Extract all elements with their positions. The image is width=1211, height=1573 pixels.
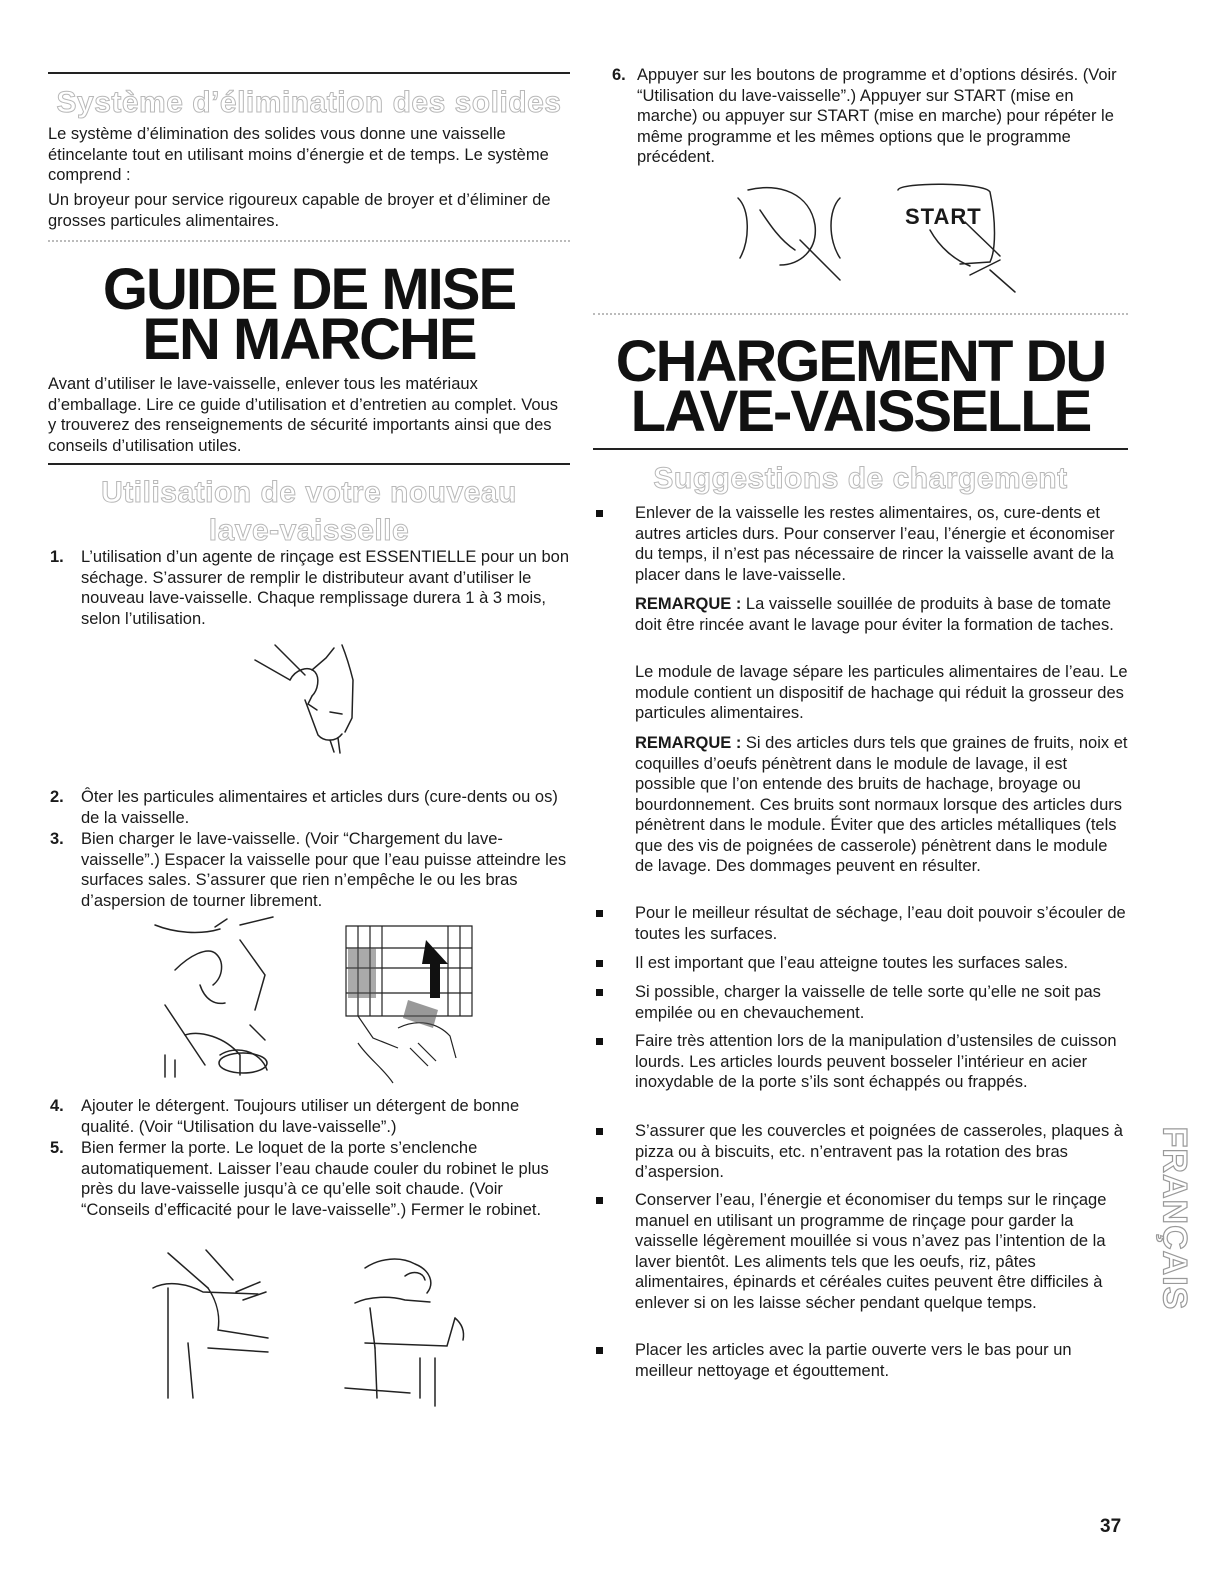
start-button-label: START <box>905 204 982 229</box>
step-text: Bien charger le lave-vaisselle. (Voir “Chargement du lave-vaisselle”.) Espacer la vaisselle pour que l’eau puisse atteindre les surfaces sales. S’assurer que rien n’empêche le ou les bras d’aspersion de tourner librement. <box>81 830 567 910</box>
step-text: Ôter les particules alimentaires et articles durs (cure-dents ou os) de la vaisselle. <box>81 788 558 827</box>
note-text: La vaisselle souillée de produits à base de tomate doit être rincée avant le lavage pour éviter la formation de taches. <box>635 595 1114 634</box>
section-rule-left <box>48 463 570 465</box>
solids-paragraph-2: Un broyeur pour service rigoureux capable de broyer et d’éliminer de grosses particules alimentaires. <box>48 191 551 230</box>
bullet-text: Faire très attention lors de la manipulation d’ustensiles de cuisson lourds. Les articles lourds peuvent bosseler l’intérieur en acier inoxydable de la porte s’ils sont échappés ou frappés. <box>635 1032 1117 1091</box>
note-label: REMARQUE : <box>635 734 742 752</box>
step-number: 5. <box>50 1139 64 1157</box>
step-text: Ajouter le détergent. Toujours utiliser un détergent de bonne qualité. (Voir “Utilisation du lave-vaisselle”.) <box>81 1097 520 1136</box>
top-rule-left <box>48 72 570 74</box>
step-text: L’utilisation d’un agente de rinçage est ESSENTIELLE pour un bon séchage. S’assurer de remplir le distributeur avant d’utiliser le nouveau lave-vaisselle. Chaque remplissage durera 1 à 3 mois, selon l’utilisation. <box>81 548 569 628</box>
usage-heading-line-2: lave-vaisselle <box>208 514 410 547</box>
bullet-text: Enlever de la vaisselle les restes alimentaires, os, cure-dents et autres articles durs. Pour conserver l’eau, l’énergie et économiser du temps, il n’est pas nécessaire de rincer la vaisselle avant de la placer dans le lave-vaisselle. <box>635 504 1115 584</box>
bullet-text: Pour le meilleur résultat de séchage, l’eau doit pouvoir s’écouler de toutes les surfaces. <box>635 904 1126 943</box>
loading-dishes-illustration <box>145 915 285 1080</box>
guide-title-line-1: GUIDE DE MISE <box>102 257 516 322</box>
solids-paragraph-1: Le système d’élimination des solides vous donne une vaisselle étincelante tout en utilisant moins d’énergie et de temps. Le système comprend : <box>48 125 549 184</box>
bullet-icon <box>596 510 603 517</box>
note-hard-items <box>635 733 1128 877</box>
step-number: 6. <box>612 66 626 84</box>
loading-title-line-1: CHARGEMENT DU <box>615 329 1106 394</box>
note-tomato <box>635 594 1128 635</box>
step-text: Bien fermer la porte. Le loquet de la porte s’enclenche automatiquement. Laisser l’eau chaude couler du robinet le plus près du lave-vaisselle jusqu’à ce qu’elle soit chaude. (Voir “Conseils d’efficacité pour le lave-vaisselle”.) Fermer le robinet. <box>81 1139 549 1219</box>
dotted-divider-left <box>48 240 570 242</box>
bullet-text: Conserver l’eau, l’énergie et économiser du temps sur le rinçage manuel en utilisant un programme de rinçage pour garder la vaisselle légèrement mouillée si vous n’avez pas l’intention de la laver bientôt. Les aliments tels que les oeufs, riz, pâtes alimentaires, épinards et céréales cuites peuvent être difficiles à enlever si on les laisse sécher pendant quelque temps. <box>635 1191 1107 1312</box>
faucet-illustration <box>335 1248 475 1408</box>
bullet-icon <box>596 1197 603 1204</box>
loading-title-line-2: LAVE-VAISSELLE <box>630 379 1091 444</box>
rinse-aid-bottle-illustration <box>250 640 370 755</box>
bullet-text: Si possible, charger la vaisselle de telle sorte qu’elle ne soit pas empilée ou en chevauchement. <box>635 983 1101 1022</box>
dotted-divider-right <box>593 313 1128 315</box>
page-number: 37 <box>1100 1516 1122 1537</box>
bullet-icon <box>596 1347 603 1354</box>
bullet-text: S’assurer que les couvercles et poignées de casseroles, plaques à pizza ou à biscuits, etc. n’entravent pas la rotation des bras d’aspersion. <box>635 1122 1123 1181</box>
module-paragraph: Le module de lavage sépare les particules alimentaires de l’eau. Le module contient un dispositif de hachage qui réduit la grosseur des particules alimentaires. <box>635 663 1128 722</box>
language-side-tab <box>1156 1083 1192 1353</box>
closing-door-illustration <box>148 1248 288 1403</box>
step-number: 2. <box>50 788 64 806</box>
section-rule-right <box>593 448 1128 450</box>
bullet-text: Il est important que l’eau atteigne toutes les surfaces sales. <box>635 954 1068 972</box>
guide-title-line-2: EN MARCHE <box>142 307 476 372</box>
bullet-text: Placer les articles avec la partie ouverte vers le bas pour un meilleur nettoyage et égouttement. <box>635 1341 1072 1380</box>
step-number: 4. <box>50 1097 64 1115</box>
language-label: FRANÇAIS <box>1155 1126 1194 1310</box>
bullet-icon <box>596 1128 603 1135</box>
suggestions-heading: Suggestions de chargement <box>653 462 1068 495</box>
guide-intro: Avant d’utiliser le lave-vaisselle, enlever tous les matériaux d’emballage. Lire ce guide d’utilisation et d’entretien au complet. Vous y trouverez des renseignements de sécurité importants ainsi que des conseils d’utilisation utiles. <box>48 375 558 455</box>
step-text: Appuyer sur les boutons de programme et d’options désirés. (Voir “Utilisation du lave-vaisselle”.) Appuyer sur START (mise en marche) ou appuyer sur START (mise en marche) pour répéter le même programme et les mêmes options que le programme précédent. <box>637 66 1117 166</box>
usage-heading-line-1: Utilisation de votre nouveau <box>101 476 517 509</box>
step-number: 3. <box>50 830 64 848</box>
bullet-icon <box>596 989 603 996</box>
bullet-icon <box>596 1038 603 1045</box>
note-text: Si des articles durs tels que graines de fruits, noix et coquilles d’oeufs pénètrent dans le module de lavage, il est possible que l’on entende des bruits de hachage, broyage ou bourdonnement. Ces bruits sont normaux lorsque des articles durs pénètrent dans le module. Éviter que des articles métalliques (tels que des vis de poignées de casserole) pénètrent dans le module de lavage. Des dommages peuvent en résulter. <box>635 734 1128 875</box>
program-buttons-illustration <box>700 180 1060 300</box>
bullet-icon <box>596 910 603 917</box>
solids-heading: Système d’élimination des solides <box>56 86 562 119</box>
step-number: 1. <box>50 548 64 566</box>
note-label: REMARQUE : <box>635 595 742 613</box>
bullet-icon <box>596 960 603 967</box>
dish-rack-illustration <box>338 918 478 1088</box>
